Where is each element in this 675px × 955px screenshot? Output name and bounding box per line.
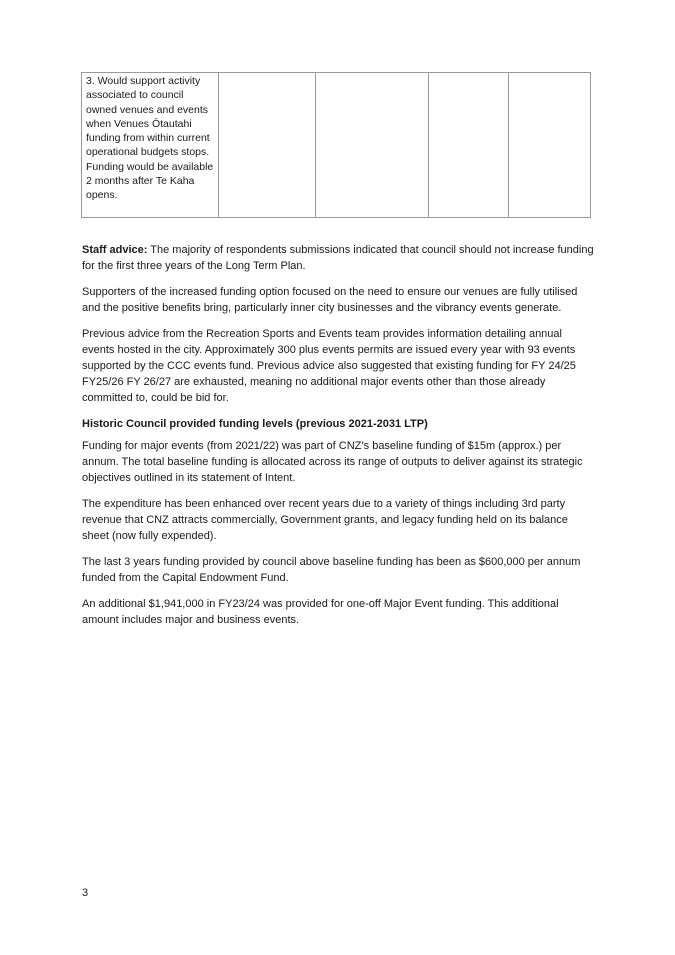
page-number: 3 (82, 887, 89, 899)
supporters-paragraph: Supporters of the increased funding option focused on the need to ensure our venues are fully utilised and the positive benefits bring, particularly inner city businesses and the vibrancy events generate. (82, 286, 578, 314)
table-cell-empty (219, 73, 316, 218)
table-cell-empty (429, 73, 509, 218)
historic-funding-heading: Historic Council provided funding levels (previous 2021-2031 LTP) (82, 418, 428, 430)
table-cell-empty (316, 73, 429, 218)
table-row (82, 73, 591, 218)
additional-funding-paragraph: An additional $1,941,000 in FY23/24 was provided for one-off Major Event funding. This additional amount includes major and business events. (82, 598, 559, 626)
body-text (82, 242, 597, 638)
last-three-years-paragraph: The last 3 years funding provided by council above baseline funding has been as $600,000 per annum funded from the Capital Endowment Fund. (82, 556, 581, 584)
major-events-funding-paragraph: Funding for major events (from 2021/22) was part of CNZ’s baseline funding of $15m (approx.) per annum. The total baseline funding is allocated across its range of outputs to deliver against its strategic objectives outlined in its statement of Intent. (82, 440, 583, 484)
option-description-cell: 3. Would support activity associated to council owned venues and events when Venues Ōtautahi funding from within current operational budgets stops. Funding would be available 2 months after Te Kaha opens. (82, 73, 219, 218)
options-table (81, 72, 591, 218)
table-cell-empty (509, 73, 591, 218)
expenditure-paragraph: The expenditure has been enhanced over recent years due to a variety of things including 3rd party revenue that CNZ attracts commercially, Government grants, and legacy funding held on its balance sheet (now fully expended). (82, 498, 568, 542)
previous-advice-paragraph: Previous advice from the Recreation Sports and Events team provides information detailing annual events hosted in the city. Approximately 300 plus events permits are issued every year with 93 events supported by the CCC events fund. Previous advice also suggested that existing funding for FY 24/25 FY25/26 FY 26/27 are exhausted, meaning no additional major events other than those already committed to, could be bid for. (82, 328, 576, 404)
staff-advice-label: Staff advice: (82, 244, 148, 256)
staff-advice-text: The majority of respondents submissions indicated that council should not increase funding for the first three years of the Long Term Plan. (82, 244, 594, 272)
staff-advice-paragraph (82, 242, 597, 274)
